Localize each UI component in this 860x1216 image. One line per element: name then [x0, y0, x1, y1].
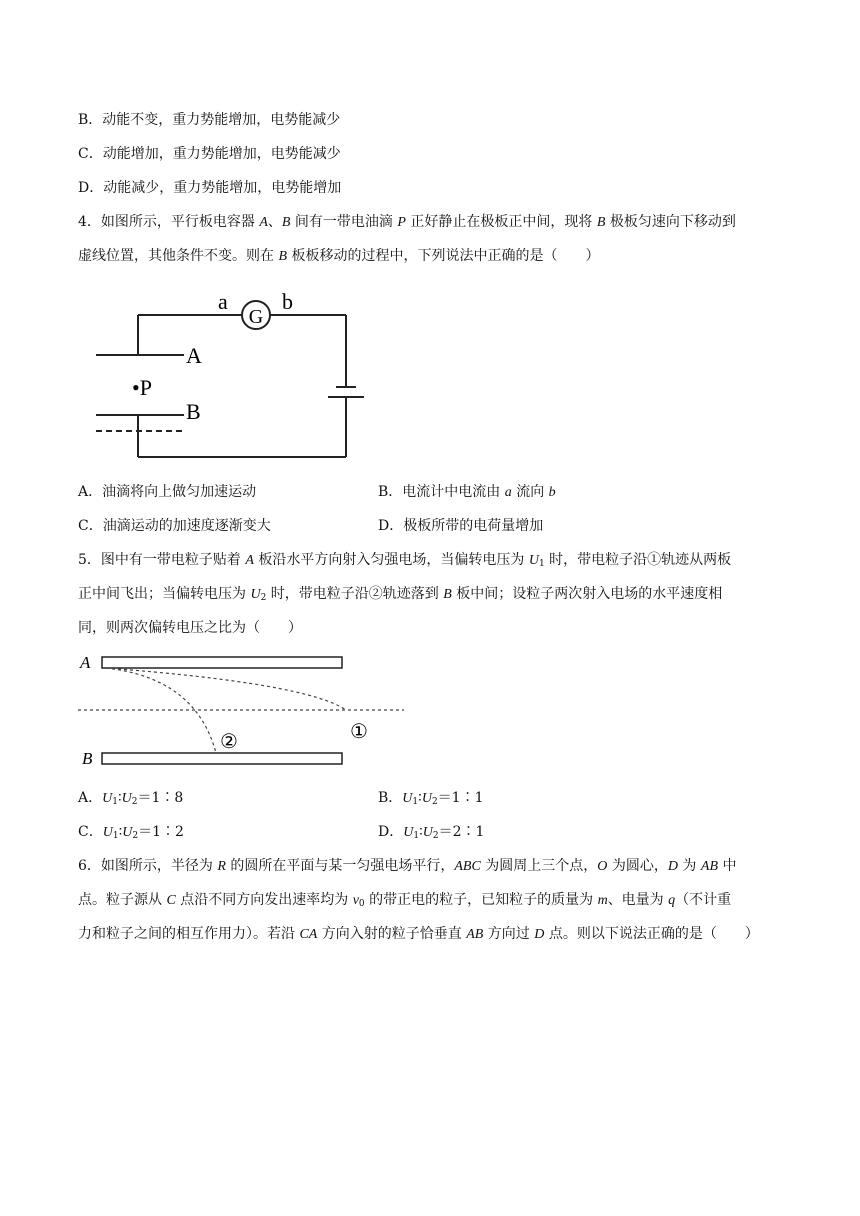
q5-option-b: B．$U_1∶U_2=1∶1$ [378, 790, 484, 807]
q4-option-a: A．油滴将向上做匀加速运动 [78, 484, 257, 500]
q5-option-c: C．$U_1∶U_2=1∶2$ [78, 824, 184, 841]
q4-circuit-figure [90, 285, 370, 465]
q4-option-b: B．电流计中电流由 a 流向 b [378, 484, 556, 500]
q3-option-c: C．动能增加，重力势能增加，电势能减少 [78, 146, 341, 162]
plate-b-label: B [82, 749, 93, 768]
trajectory-2-label: ② [220, 731, 238, 753]
q5-deflection-figure [76, 648, 411, 773]
q6-stem-line3: 力和粒子之间的相互作用力）。若沿 CA 方向入射的粒子恰垂直 AB 方向过 D 点。则以下说法正确的是（ ） [78, 926, 759, 942]
plate-b-label: B [186, 399, 201, 424]
q5-option-a: A．$U_1∶U_2=1∶8$ [78, 790, 184, 807]
oil-drop-label: •P [132, 375, 152, 400]
q4-option-d: D．极板所带的电荷量增加 [378, 518, 544, 534]
plate-a-label: A [186, 343, 202, 368]
q3-option-d: D．动能减少，重力势能增加，电势能增加 [78, 180, 342, 196]
q5-stem-line3: 同，则两次偏转电压之比为（ ） [78, 620, 302, 636]
galvanometer-label: G [248, 306, 264, 328]
trajectory-1-label: ① [350, 721, 368, 743]
q6-stem-line2: 点。粒子源从 C 点沿不同方向发出速率均为 $v_0$ 的带正电的粒子，已知粒子的质量为 m、电量为 q（不计重 [78, 892, 732, 909]
circuit-label-a: a [218, 289, 228, 314]
q4-stem-line2: 虚线位置，其他条件不变。则在 B 板板移动的过程中，下列说法中正确的是（ ） [78, 248, 600, 264]
q4-option-c: C．油滴运动的加速度逐渐变大 [78, 518, 271, 534]
plate-a-label: A [80, 653, 91, 672]
q4-stem-line1: 4．如图所示，平行板电容器 A、B 间有一带电油滴 P 正好静止在极板正中间，现将 B 极板匀速向下移动到 [78, 214, 736, 230]
q6-stem-line1: 6．如图所示，半径为 R 的圆所在平面与某一匀强电场平行，ABC 为圆周上三个点，O 为圆心，D 为 AB 中 [78, 858, 737, 874]
q5-stem-line2: 正中间飞出；当偏转电压为 $U_2$ 时，带电粒子沿②轨迹落到 B 板中间；设粒子两次射入电场的水平速度相 [78, 586, 723, 603]
q3-option-b: B．动能不变，重力势能增加，电势能减少 [78, 112, 341, 128]
q5-option-d: D．$U_1∶U_2=2∶1$ [378, 824, 485, 841]
q5-stem-line1: 5．图中有一带电粒子贴着 A 板沿水平方向射入匀强电场，当偏转电压为 $U_1$ 时，带电粒子沿①轨迹从两板 [78, 552, 732, 569]
circuit-label-b: b [282, 289, 293, 314]
